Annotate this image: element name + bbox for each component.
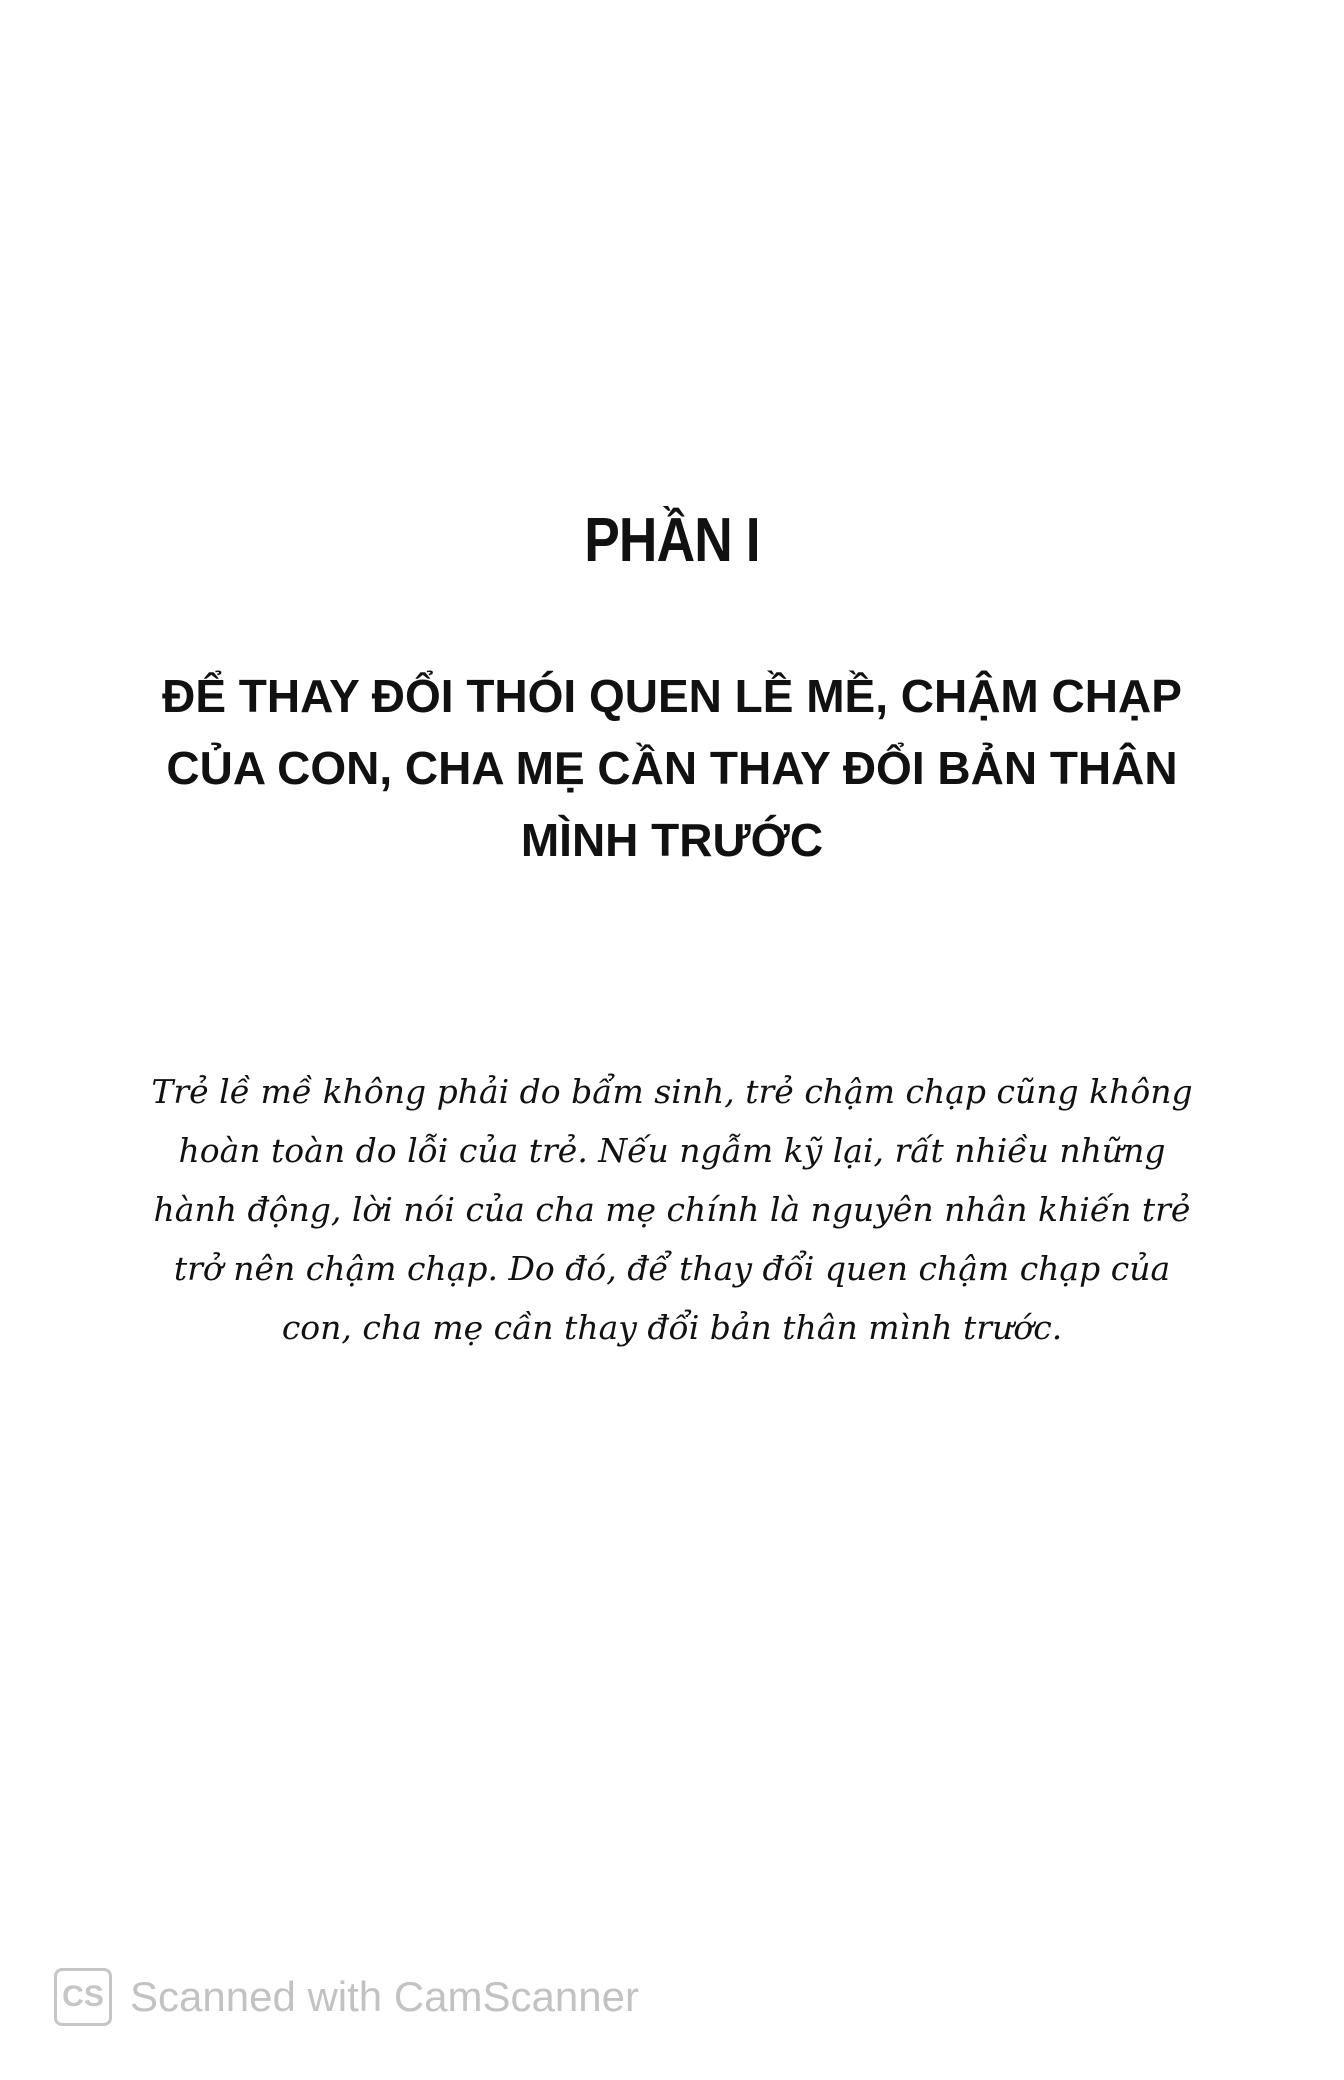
part-title: PHẦN I <box>584 506 760 575</box>
intro-line: hành động, lời nói của cha mẹ chính là nguyên nhân khiến trẻ <box>153 1190 1191 1229</box>
camscanner-logo-icon: CS <box>54 1968 112 2026</box>
camscanner-watermark <box>54 1965 639 2029</box>
intro-line: trở nên chậm chạp. Do đó, để thay đổi quen chậm chạp của <box>173 1249 1171 1288</box>
chapter-heading-line: CỦA CON, CHA MẸ CẦN THAY ĐỔI BẢN THÂN <box>166 742 1178 794</box>
chapter-heading-line: MÌNH TRƯỚC <box>520 814 824 866</box>
chapter-heading <box>150 660 1194 876</box>
intro-paragraph <box>140 1062 1204 1357</box>
intro-line: hoàn toàn do lỗi của trẻ. Nếu ngẫm kỹ lại, rất nhiều những <box>178 1131 1166 1170</box>
watermark-text: Scanned with CamScanner <box>130 1973 639 2020</box>
chapter-heading-line: ĐỂ THAY ĐỔI THÓI QUEN LỀ MỀ, CHẬM CHẠP <box>162 670 1182 722</box>
intro-line: Trẻ lề mề không phải do bẩm sinh, trẻ chậm chạp cũng không <box>151 1072 1193 1111</box>
intro-line: con, cha mẹ cần thay đổi bản thân mình trước. <box>281 1308 1063 1347</box>
